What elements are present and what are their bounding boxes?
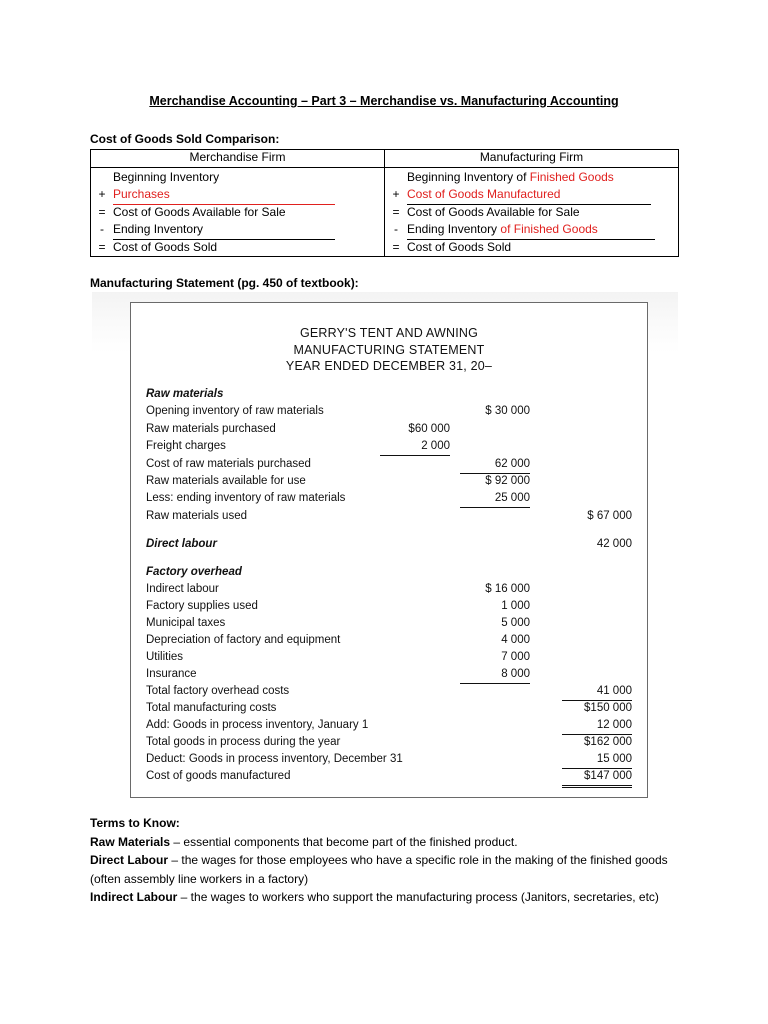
cost-raw-amount: 62 000 [460,456,530,474]
merch-line-ending: - Ending Inventory [91,221,384,238]
manuf-line-ending: - Ending Inventory of Finished Goods [385,221,678,238]
direct-labour-label: Direct labour [146,538,217,550]
cost-raw-label: Cost of raw materials purchased [146,458,311,470]
cogm-label: Cost of goods manufactured [146,770,291,782]
supplies-amount: 1 000 [501,600,530,612]
cogs-heading: Cost of Goods Sold Comparison: [90,132,280,146]
freight-label: Freight charges [146,440,226,452]
merch-line-beginning: Beginning Inventory [113,170,220,184]
manufacturing-statement-image [92,292,678,800]
direct-labour-amount: 42 000 [596,538,632,550]
manufacturing-firm-cell [385,168,679,257]
raw-materials-heading: Raw materials [146,388,224,400]
utilities-label: Utilities [146,651,184,663]
manufacturing-statement [130,302,648,798]
raw-opening-label: Opening inventory of raw materials [146,405,324,417]
total-manufacturing-amount: $150 000 [584,702,632,714]
raw-used-label: Raw materials used [146,510,247,522]
merch-line-purchases: + Purchases [91,186,384,203]
total-gip-amount: $162 000 [584,736,632,748]
deduct-gip-amount: 15 000 [562,751,632,769]
cogs-comparison-table [90,149,679,257]
depreciation-amount: 4 000 [501,634,530,646]
manufacturing-firm-header: Manufacturing Firm [385,150,679,168]
statement-period: YEAR ENDED DECEMBER 31, 20– [285,359,493,373]
taxes-amount: 5 000 [501,617,530,629]
raw-used-amount: $ 67 000 [587,510,632,522]
term-direct-labour: Direct Labour – the wages for those employees who have a specific role in the making of the finished goods (often assembly line workers in a factory) [90,853,668,886]
total-gip-label: Total goods in process during the year [146,736,341,748]
merch-line-available: = Cost of Goods Available for Sale [98,204,286,219]
freight-amount: 2 000 [380,438,450,456]
term-raw-materials: Raw Materials – essential components that become part of the finished product. [90,834,518,849]
factory-overhead-heading: Factory overhead [146,566,242,578]
indirect-labour-amount: $ 16 000 [485,583,530,595]
less-ending-amount: 25 000 [460,490,530,508]
cogm-amount: $147 000 [562,768,632,788]
manuf-line-beginning: Beginning Inventory of Finished Goods [407,170,614,184]
manuf-line-cogs: = Cost of Goods Sold [392,239,512,254]
manuf-line-available: = Cost of Goods Available for Sale [392,204,580,219]
total-manufacturing-label: Total manufacturing costs [146,702,277,714]
statement-heading: Manufacturing Statement (pg. 450 of textbook): [90,276,359,290]
insurance-amount: 8 000 [460,666,530,684]
add-gip-label: Add: Goods in process inventory, January 1 [146,719,369,731]
insurance-label: Insurance [146,668,197,680]
total-overhead-amount: 41 000 [562,683,632,701]
merch-line-cogs: = Cost of Goods Sold [98,239,218,254]
raw-available-amount: $ 92 000 [485,475,530,487]
utilities-amount: 7 000 [501,651,530,663]
raw-available-label: Raw materials available for use [146,475,306,487]
total-overhead-label: Total factory overhead costs [146,685,290,697]
term-indirect-labour: Indirect Labour – the wages to workers who support the manufacturing process (Janitors, secretaries, etc) [90,890,659,904]
merchandise-firm-header: Merchandise Firm [91,150,385,168]
raw-purchased-amount: $60 000 [408,423,450,435]
deduct-gip-label: Deduct: Goods in process inventory, December 31 [146,753,403,765]
depreciation-label: Depreciation of factory and equipment [146,634,341,646]
statement-company: GERRY'S TENT AND AWNING [299,326,479,340]
taxes-label: Municipal taxes [146,617,226,629]
supplies-label: Factory supplies used [146,600,258,612]
terms-heading: Terms to Know: [90,816,180,830]
raw-opening-amount: $ 30 000 [485,405,530,417]
statement-header [131,325,647,375]
manuf-line-cogm: + Cost of Goods Manufactured [385,186,678,203]
indirect-labour-label: Indirect labour [146,583,219,595]
terms-section [90,814,680,907]
statement-title: MANUFACTURING STATEMENT [293,342,485,357]
less-ending-label: Less: ending inventory of raw materials [146,492,346,504]
merchandise-firm-cell [91,168,385,257]
raw-purchased-label: Raw materials purchased [146,423,276,435]
page-title: Merchandise Accounting – Part 3 – Merchandise vs. Manufacturing Accounting [149,94,619,108]
add-gip-amount: 12 000 [562,717,632,735]
